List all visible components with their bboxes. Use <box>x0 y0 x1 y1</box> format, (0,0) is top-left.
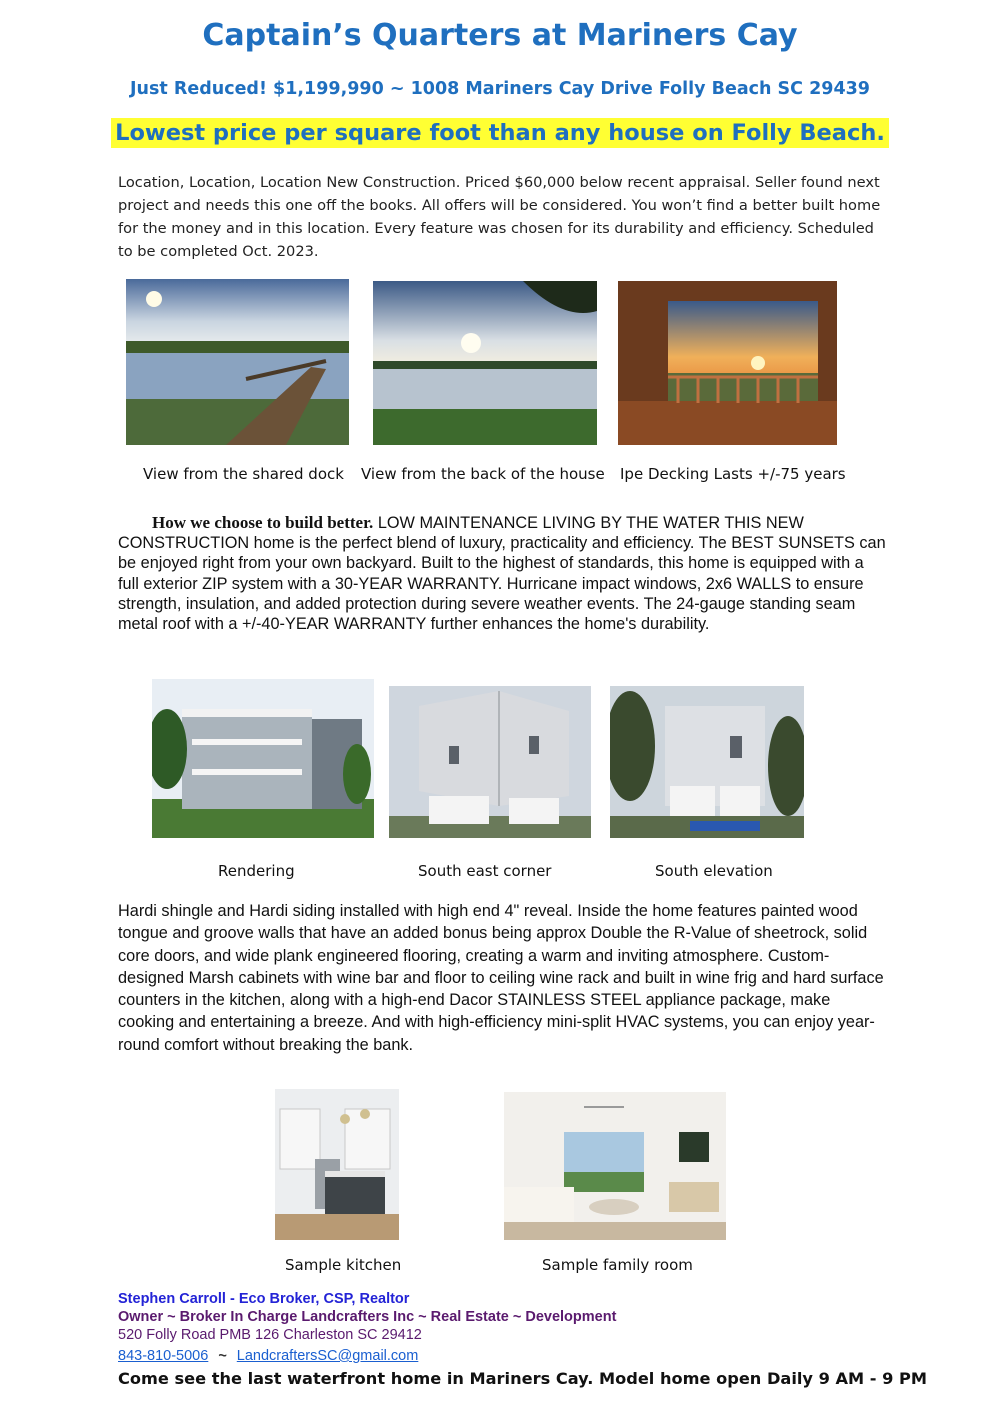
agent-address: 520 Folly Road PMB 126 Charleston SC 29412 <box>118 1327 422 1343</box>
caption-rendering: Rendering <box>218 862 295 880</box>
highlight-banner <box>0 118 1000 148</box>
caption-south-east-corner: South east corner <box>418 862 552 880</box>
caption-dock-view: View from the shared dock <box>143 465 344 483</box>
build-better-paragraph <box>118 513 888 634</box>
email-link[interactable]: LandcraftersSC@gmail.com <box>236 1348 419 1364</box>
contact-separator: ~ <box>218 1348 227 1364</box>
agent-name: Stephen Carroll - Eco Broker, CSP, Realtor <box>118 1291 410 1307</box>
intro-paragraph: Location, Location, Location New Construction. Priced $60,000 below recent appraisal. Seller found next project and needs this one off the books. All offers will be considered. You won’t find a better built home for the money and in this location. Every feature was chosen for its durability and efficiency. Scheduled to be completed Oct. 2023. <box>118 174 881 260</box>
build-better-text: LOW MAINTENANCE LIVING BY THE WATER THIS NEW CONSTRUCTION home is the perfect blend of luxury, practicality and efficiency. The BEST SUNSETS can be enjoyed right from your own backyard. Built to the highest of standards, this home is equipped with a full exterior ZIP system with a 30-YEAR WARRANTY. Hurricane impact windows, 2x6 WALLS to ensure strength, insulation, and added protection during severe weather events. The 24-gauge standing seam metal roof with a +/-40-YEAR WARRANTY further enhances the home's durability. <box>118 514 886 634</box>
dock-view-photo <box>126 279 349 445</box>
sample-family-room-photo <box>504 1092 726 1240</box>
back-of-house-view-photo <box>373 281 597 445</box>
caption-ipe-decking: Ipe Decking Lasts +/-75 years <box>620 465 846 483</box>
page-title: Captain’s Quarters at Mariners Cay <box>202 18 798 53</box>
interior-features-paragraph: Hardi shingle and Hardi siding installed with high end 4" reveal. Inside the home features painted wood tongue and groove walls that have an added bonus being approx Double the R-Value of sheetrock, solid core doors, and wide plank engineered flooring, creating a warm and inviting atmosphere. Custom-designed Marsh cabinets with wine bar and floor to ceiling wine rack and built in wine frig and hard surface counters in the kitchen, along with a high-end Dacor STAINLESS STEEL appliance package, make cooking and entertaining a breeze. And with high-efficiency mini-split HVAC systems, you can enjoy year-round comfort without breaking the bank. <box>118 902 884 1054</box>
south-elevation-photo <box>610 686 804 838</box>
build-better-lead: How we choose to build better. <box>152 513 374 532</box>
closing-statement: Come see the last waterfront home in Mariners Cay. Model home open Daily 9 AM - 9 PM <box>118 1369 927 1388</box>
caption-sample-kitchen: Sample kitchen <box>285 1256 402 1274</box>
agent-title: Owner ~ Broker In Charge Landcrafters Inc ~ Real Estate ~ Development <box>118 1309 617 1325</box>
south-east-corner-photo <box>389 686 591 838</box>
highlight-text: Lowest price per square foot than any house on Folly Beach. <box>111 118 889 148</box>
caption-south-elevation: South elevation <box>655 862 773 880</box>
sample-kitchen-photo <box>275 1089 399 1240</box>
ipe-decking-photo <box>618 281 837 445</box>
phone-link[interactable]: 843-810-5006 <box>118 1348 209 1364</box>
rendering-photo <box>152 679 374 838</box>
caption-back-view: View from the back of the house <box>361 465 605 483</box>
caption-sample-family-room: Sample family room <box>542 1256 693 1274</box>
price-address-subtitle: Just Reduced! $1,199,990 ~ 1008 Mariners Cay Drive Folly Beach SC 29439 <box>130 79 870 99</box>
contact-links <box>118 1348 418 1364</box>
